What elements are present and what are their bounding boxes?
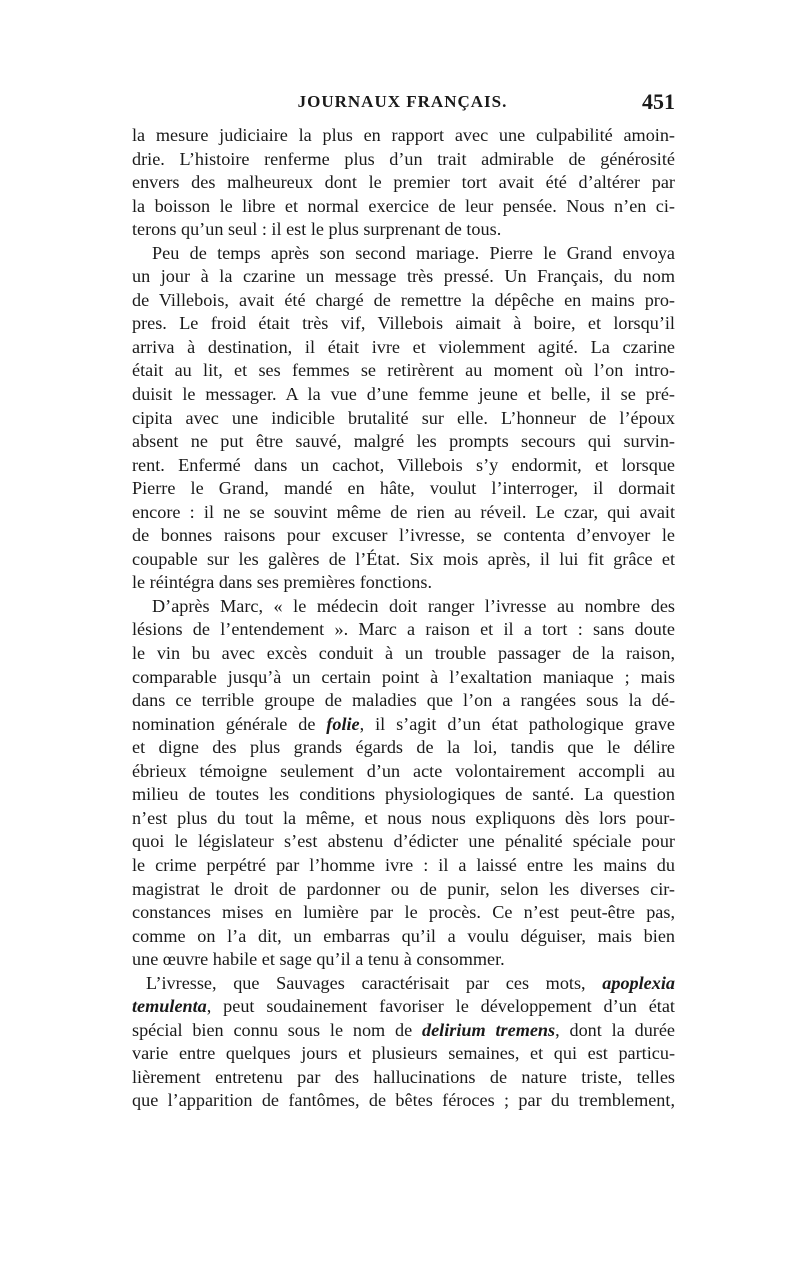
text-fragment: nomination générale de [132,713,327,734]
text-line: la boisson le libre et normal exercice de leur pensée. Nous n’en ci- [132,195,675,216]
text-fragment: , dont la durée [555,1019,675,1040]
text-line: était au lit, et ses femmes se retirèrent au moment où l’on intro- [132,360,675,381]
text-line: la mesure judiciaire la plus en rapport avec une culpabilité amoin- [132,125,675,145]
italic-term: temulenta [132,996,207,1017]
text-line: drie. L’histoire renferme plus d’un trait admirable de générosité [132,148,675,169]
text-line: de Villebois, avait été chargé de remettre la dépêche en mains pro- [132,289,675,310]
running-title: JOURNAUX FRANÇAIS. [297,92,508,111]
text-line: de bonnes raisons pour excuser l’ivresse, se contenta d’envoyer le [132,525,675,546]
text-line [132,995,675,1019]
italic-term: delirium tremens [422,1019,556,1040]
text-line [132,972,675,996]
text-line: coupable sur les galères de l’État. Six mois après, il lui fit grâce et [132,548,675,569]
text-line: duisit le messager. A la vue d’une femme jeune et belle, il se pré- [132,384,675,405]
text-line: milieu de toutes les conditions physiologiques de santé. La question [132,784,675,805]
text-fragment: , peut soudainement favoriser le développement d’un état [206,996,675,1017]
text-line: envers des malheureux dont le premier tort avait été d’altérer par [132,172,675,193]
text-line: le vin bu avec excès conduit à un trouble passager de la raison, [132,643,675,664]
text-line: et digne des plus grands égards de la loi, tandis que le délire [132,737,675,758]
text-line: terons qu’un seul : il est le plus surprenant de tous. [132,219,502,240]
text-line: lièrement entretenu par des hallucinations de nature triste, telles [132,1066,675,1087]
running-head [130,89,675,120]
text-line: une œuvre habile et sage qu’il a tenu à consommer. [132,949,505,970]
italic-term: folie [326,713,360,734]
text-line: magistrat le droit de pardonner ou de punir, selon les diverses cir- [132,878,675,899]
text-line: n’est plus du tout la même, et nous nous expliquons dès lors pour- [132,807,675,828]
text-line: ébrieux témoigne seulement d’un acte volontairement accompli au [132,760,675,781]
text-line: arriva à destination, il était ivre et violemment agité. La czarine [132,336,675,357]
text-line: quoi le législateur s’est abstenu d’édicter une pénalité spéciale pour [132,831,675,852]
text-line: rent. Enfermé dans un cachot, Villebois s’y endormit, et lorsque [132,454,675,475]
italic-term: apoplexia [602,972,675,993]
text-line [132,1019,675,1043]
text-line: le crime perpétré par l’homme ivre : il a laissé entre les mains du [132,854,675,875]
text-line: cipita avec une indicible brutalité sur elle. L’honneur de l’époux [132,407,675,428]
text-fragment: , il s’agit d’un état pathologique grave [359,713,675,734]
text-line: comparable jusqu’à un certain point à l’exaltation maniaque ; mais [132,666,675,687]
text-fragment: L’ivresse, que Sauvages caractérisait par ces mots, [146,972,603,993]
text-line: que l’apparition de fantômes, de bêtes féroces ; par du tremblement, [132,1090,675,1111]
text-line: varie entre quelques jours et plusieurs semaines, et qui est particu- [132,1043,675,1064]
text-line: comme on l’a dit, un embarras qu’il a voulu déguiser, mais bien [132,925,675,946]
text-line: pres. Le froid était très vif, Villebois aimait à boire, et lorsqu’il [132,313,675,334]
text-line: Pierre le Grand, mandé en hâte, voulut l’interroger, il dormait [132,478,675,499]
text-line: encore : il ne se souvint même de rien au réveil. Le czar, qui avait [132,501,675,522]
body-text [132,124,675,1113]
text-line: dans ce terrible groupe de maladies que l’on a rangées sous la dé- [132,690,675,711]
text-line: lésions de l’entendement ». Marc a raison et il a tort : sans doute [132,619,675,640]
text-line: le réintégra dans ses premières fonctions. [132,572,432,593]
page-number: 451 [642,89,675,114]
text-line: absent ne put être sauvé, malgré les prompts secours qui survin- [132,431,675,452]
text-line: D’après Marc, « le médecin doit ranger l’ivresse au nombre des [152,595,675,616]
text-line [132,713,675,737]
text-fragment: spécial bien connu sous le nom de [132,1019,423,1040]
text-line: un jour à la czarine un message très pressé. Un Français, du nom [132,266,675,287]
text-line: constances mises en lumière par le procès. Ce n’est peut-être pas, [132,902,675,923]
text-line: Peu de temps après son second mariage. Pierre le Grand envoya [152,242,675,263]
